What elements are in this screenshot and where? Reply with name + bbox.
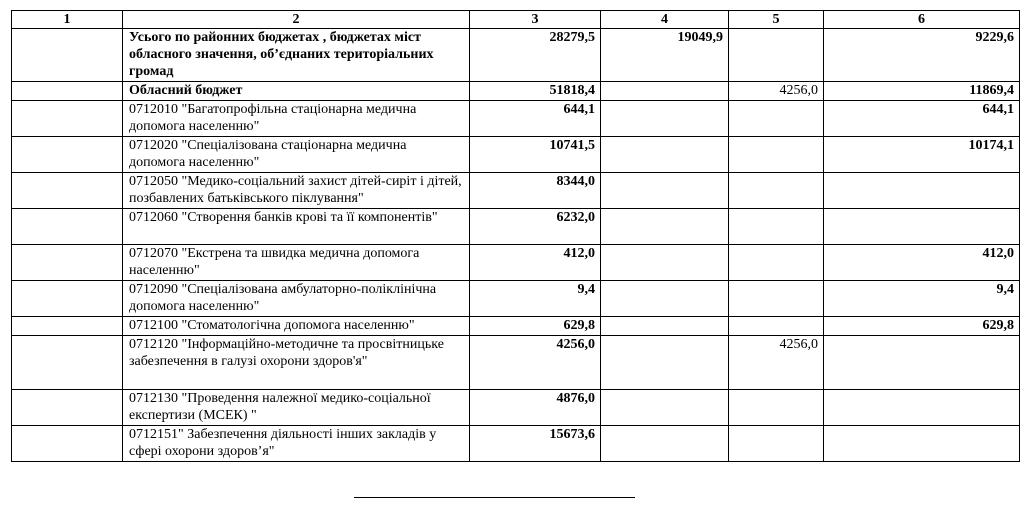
cell-col-1 xyxy=(12,137,123,173)
cell-col-3: 10741,5 xyxy=(470,137,601,173)
signature-line xyxy=(354,497,635,498)
cell-col-4 xyxy=(601,426,729,462)
cell-description: 0712090 "Спеціалізована амбулаторно-поліклінічна допомога населенню" xyxy=(123,281,470,317)
cell-col-1 xyxy=(12,101,123,137)
table-row xyxy=(12,173,1020,209)
cell-col-1 xyxy=(12,29,123,82)
cell-col-5 xyxy=(729,173,824,209)
cell-col-5 xyxy=(729,137,824,173)
table-row xyxy=(12,336,1020,390)
cell-col-5 xyxy=(729,281,824,317)
cell-col-4 xyxy=(601,245,729,281)
cell-col-5 xyxy=(729,101,824,137)
table-row xyxy=(12,101,1020,137)
cell-col-3: 412,0 xyxy=(470,245,601,281)
cell-description: Усього по районних бюджетах , бюджетах міст обласного значення, об’єднаних територіальних громад xyxy=(123,29,470,82)
cell-description: 0712100 "Стоматологічна допомога населенню" xyxy=(123,317,470,336)
cell-col-4 xyxy=(601,209,729,245)
cell-col-5: 4256,0 xyxy=(729,82,824,101)
cell-col-3: 15673,6 xyxy=(470,426,601,462)
cell-col-6 xyxy=(824,426,1020,462)
cell-col-6: 11869,4 xyxy=(824,82,1020,101)
cell-col-3: 8344,0 xyxy=(470,173,601,209)
table-row-district-total xyxy=(12,29,1020,82)
cell-col-5 xyxy=(729,426,824,462)
cell-col-6: 10174,1 xyxy=(824,137,1020,173)
cell-col-1 xyxy=(12,245,123,281)
header-col-2: 2 xyxy=(123,11,470,29)
cell-col-4 xyxy=(601,336,729,390)
cell-description: 0712120 "Інформаційно-методичне та просвітницьке забезпечення в галузі охорони здоров'я" xyxy=(123,336,470,390)
cell-col-5 xyxy=(729,209,824,245)
cell-col-6: 9,4 xyxy=(824,281,1020,317)
cell-col-3: 644,1 xyxy=(470,101,601,137)
cell-col-1 xyxy=(12,426,123,462)
cell-col-6: 9229,6 xyxy=(824,29,1020,82)
cell-col-3: 629,8 xyxy=(470,317,601,336)
cell-col-1 xyxy=(12,317,123,336)
cell-col-1 xyxy=(12,82,123,101)
cell-col-4 xyxy=(601,173,729,209)
header-row xyxy=(12,11,1020,29)
cell-col-6 xyxy=(824,173,1020,209)
cell-col-1 xyxy=(12,173,123,209)
cell-col-6: 412,0 xyxy=(824,245,1020,281)
cell-col-1 xyxy=(12,390,123,426)
table-row xyxy=(12,390,1020,426)
cell-col-4 xyxy=(601,137,729,173)
cell-description: 0712151" Забезпечення діяльності інших закладів у сфері охорони здоров’я" xyxy=(123,426,470,462)
header-col-4: 4 xyxy=(601,11,729,29)
table-row xyxy=(12,137,1020,173)
cell-col-4 xyxy=(601,317,729,336)
header-col-1: 1 xyxy=(12,11,123,29)
cell-col-6: 644,1 xyxy=(824,101,1020,137)
table-row xyxy=(12,426,1020,462)
cell-col-3: 51818,4 xyxy=(470,82,601,101)
cell-col-3: 4876,0 xyxy=(470,390,601,426)
cell-col-4: 19049,9 xyxy=(601,29,729,82)
cell-col-5 xyxy=(729,29,824,82)
table-row xyxy=(12,245,1020,281)
cell-col-5 xyxy=(729,317,824,336)
cell-col-1 xyxy=(12,336,123,390)
budget-table xyxy=(11,10,1020,462)
cell-col-6 xyxy=(824,336,1020,390)
cell-col-4 xyxy=(601,82,729,101)
table-row xyxy=(12,209,1020,245)
cell-col-5: 4256,0 xyxy=(729,336,824,390)
header-col-6: 6 xyxy=(824,11,1020,29)
cell-col-1 xyxy=(12,281,123,317)
cell-description: Обласний бюджет xyxy=(123,82,470,101)
cell-col-5 xyxy=(729,245,824,281)
cell-col-4 xyxy=(601,101,729,137)
cell-description: 0712020 "Спеціалізована стаціонарна медична допомога населенню" xyxy=(123,137,470,173)
cell-col-3: 9,4 xyxy=(470,281,601,317)
cell-col-6: 629,8 xyxy=(824,317,1020,336)
cell-col-5 xyxy=(729,390,824,426)
table-row xyxy=(12,281,1020,317)
table-row xyxy=(12,317,1020,336)
header-col-5: 5 xyxy=(729,11,824,29)
cell-col-1 xyxy=(12,209,123,245)
cell-col-3: 28279,5 xyxy=(470,29,601,82)
cell-col-6 xyxy=(824,209,1020,245)
cell-col-6 xyxy=(824,390,1020,426)
cell-description: 0712070 "Екстрена та швидка медична допомога населенню" xyxy=(123,245,470,281)
cell-col-4 xyxy=(601,281,729,317)
cell-col-4 xyxy=(601,390,729,426)
cell-col-3: 4256,0 xyxy=(470,336,601,390)
table-row-regional-budget xyxy=(12,82,1020,101)
cell-description: 0712050 "Медико-соціальний захист дітей-сиріт і дітей, позбавлених батьківського піклування" xyxy=(123,173,470,209)
cell-description: 0712060 "Створення банків крові та її компонентів" xyxy=(123,209,470,245)
cell-col-3: 6232,0 xyxy=(470,209,601,245)
cell-description: 0712010 "Багатопрофільна стаціонарна медична допомога населенню" xyxy=(123,101,470,137)
header-col-3: 3 xyxy=(470,11,601,29)
cell-description: 0712130 "Проведення належної медико-соціальної експертизи (МСЕК) " xyxy=(123,390,470,426)
